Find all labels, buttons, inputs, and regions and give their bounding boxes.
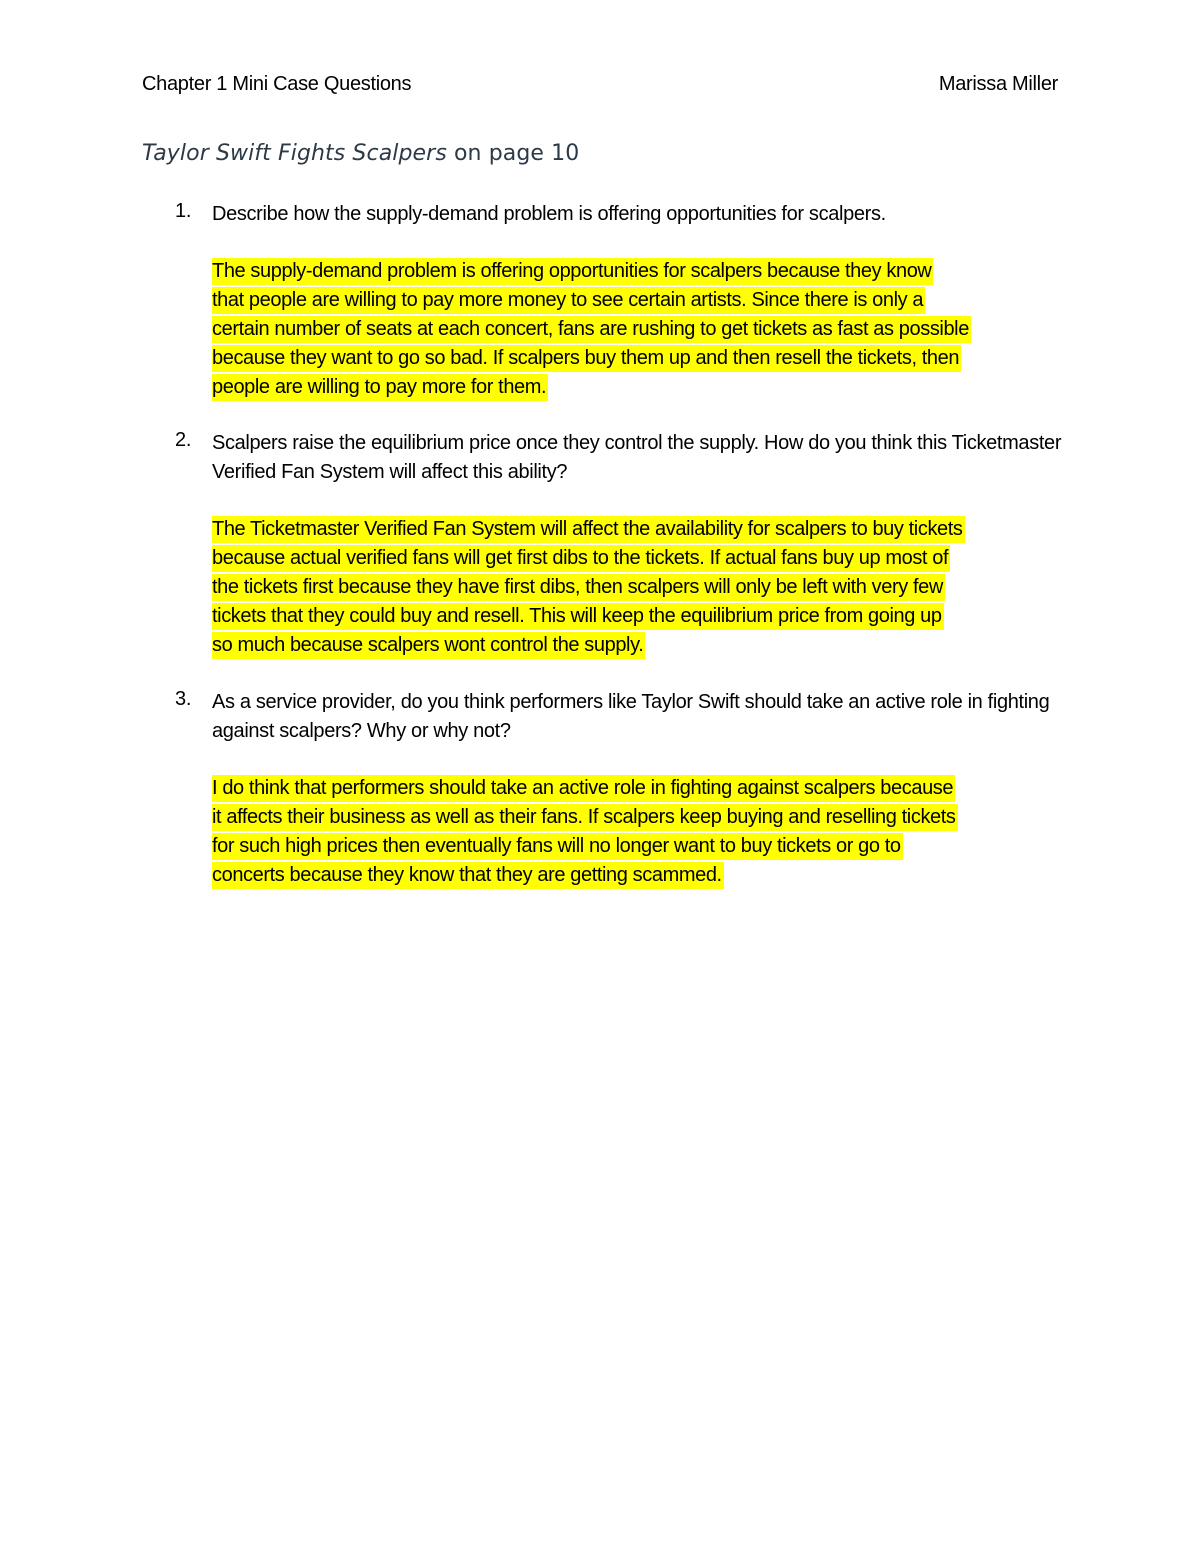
answer-line (212, 544, 1072, 573)
highlighted-text: so much because scalpers wont control the supply. (212, 632, 645, 659)
answer-line (212, 315, 1072, 344)
case-title (142, 141, 579, 166)
answer-line (212, 861, 1072, 890)
answer-1 (212, 257, 1072, 402)
highlighted-text: it affects their business as well as their fans. If scalpers keep buying and reselling tickets (212, 804, 958, 831)
question-text: Describe how the supply-demand problem is offering opportunities for scalpers. (212, 203, 886, 225)
case-title-page-ref: on page 10 (446, 141, 580, 166)
page-header (142, 73, 1058, 99)
highlighted-text: because they want to go so bad. If scalpers buy them up and then resell the tickets, then (212, 345, 961, 372)
answer-line (212, 515, 1072, 544)
answer-line (212, 373, 1072, 402)
answer-line (212, 631, 1072, 660)
answer-line (212, 257, 1072, 286)
answer-line (212, 573, 1072, 602)
answer-line (212, 286, 1072, 315)
answer-line (212, 774, 1072, 803)
highlighted-text: concerts because they know that they are getting scammed. (212, 862, 724, 889)
question-number: 2. (175, 429, 192, 451)
question-text: As a service provider, do you think performers like Taylor Swift should take an active role in fighting against scalpers? Why or why not? (212, 691, 1050, 742)
question-text: Scalpers raise the equilibrium price once they control the supply. How do you think this Ticketmaster Verified Fan System will affect this ability? (212, 432, 1062, 483)
answer-2 (212, 515, 1072, 660)
answer-3 (212, 774, 1072, 890)
highlighted-text: the tickets first because they have first dibs, then scalpers will only be left with very few (212, 574, 945, 601)
highlighted-text: The Ticketmaster Verified Fan System will affect the availability for scalpers to buy tickets (212, 516, 965, 543)
highlighted-text: I do think that performers should take an active role in fighting against scalpers because (212, 775, 955, 802)
answer-line (212, 602, 1072, 631)
highlighted-text: because actual verified fans will get first dibs to the tickets. If actual fans buy up most of (212, 545, 950, 572)
answer-line (212, 832, 1072, 861)
highlighted-text: that people are willing to pay more money to see certain artists. Since there is only a (212, 287, 925, 314)
header-chapter-title: Chapter 1 Mini Case Questions (142, 73, 412, 95)
highlighted-text: tickets that they could buy and resell. This will keep the equilibrium price from going up (212, 603, 944, 630)
question-number: 1. (175, 200, 192, 222)
header-author-name: Marissa Miller (938, 73, 1058, 95)
answer-line (212, 344, 1072, 373)
highlighted-text: for such high prices then eventually fans will no longer want to buy tickets or go to (212, 833, 903, 860)
answer-line (212, 803, 1072, 832)
highlighted-text: people are willing to pay more for them. (212, 374, 548, 401)
highlighted-text: The supply-demand problem is offering opportunities for scalpers because they know (212, 258, 933, 285)
highlighted-text: certain number of seats at each concert, fans are rushing to get tickets as fast as possible (212, 316, 971, 343)
question-number: 3. (175, 688, 192, 710)
case-title-italic: Taylor Swift Fights Scalpers (142, 141, 447, 166)
